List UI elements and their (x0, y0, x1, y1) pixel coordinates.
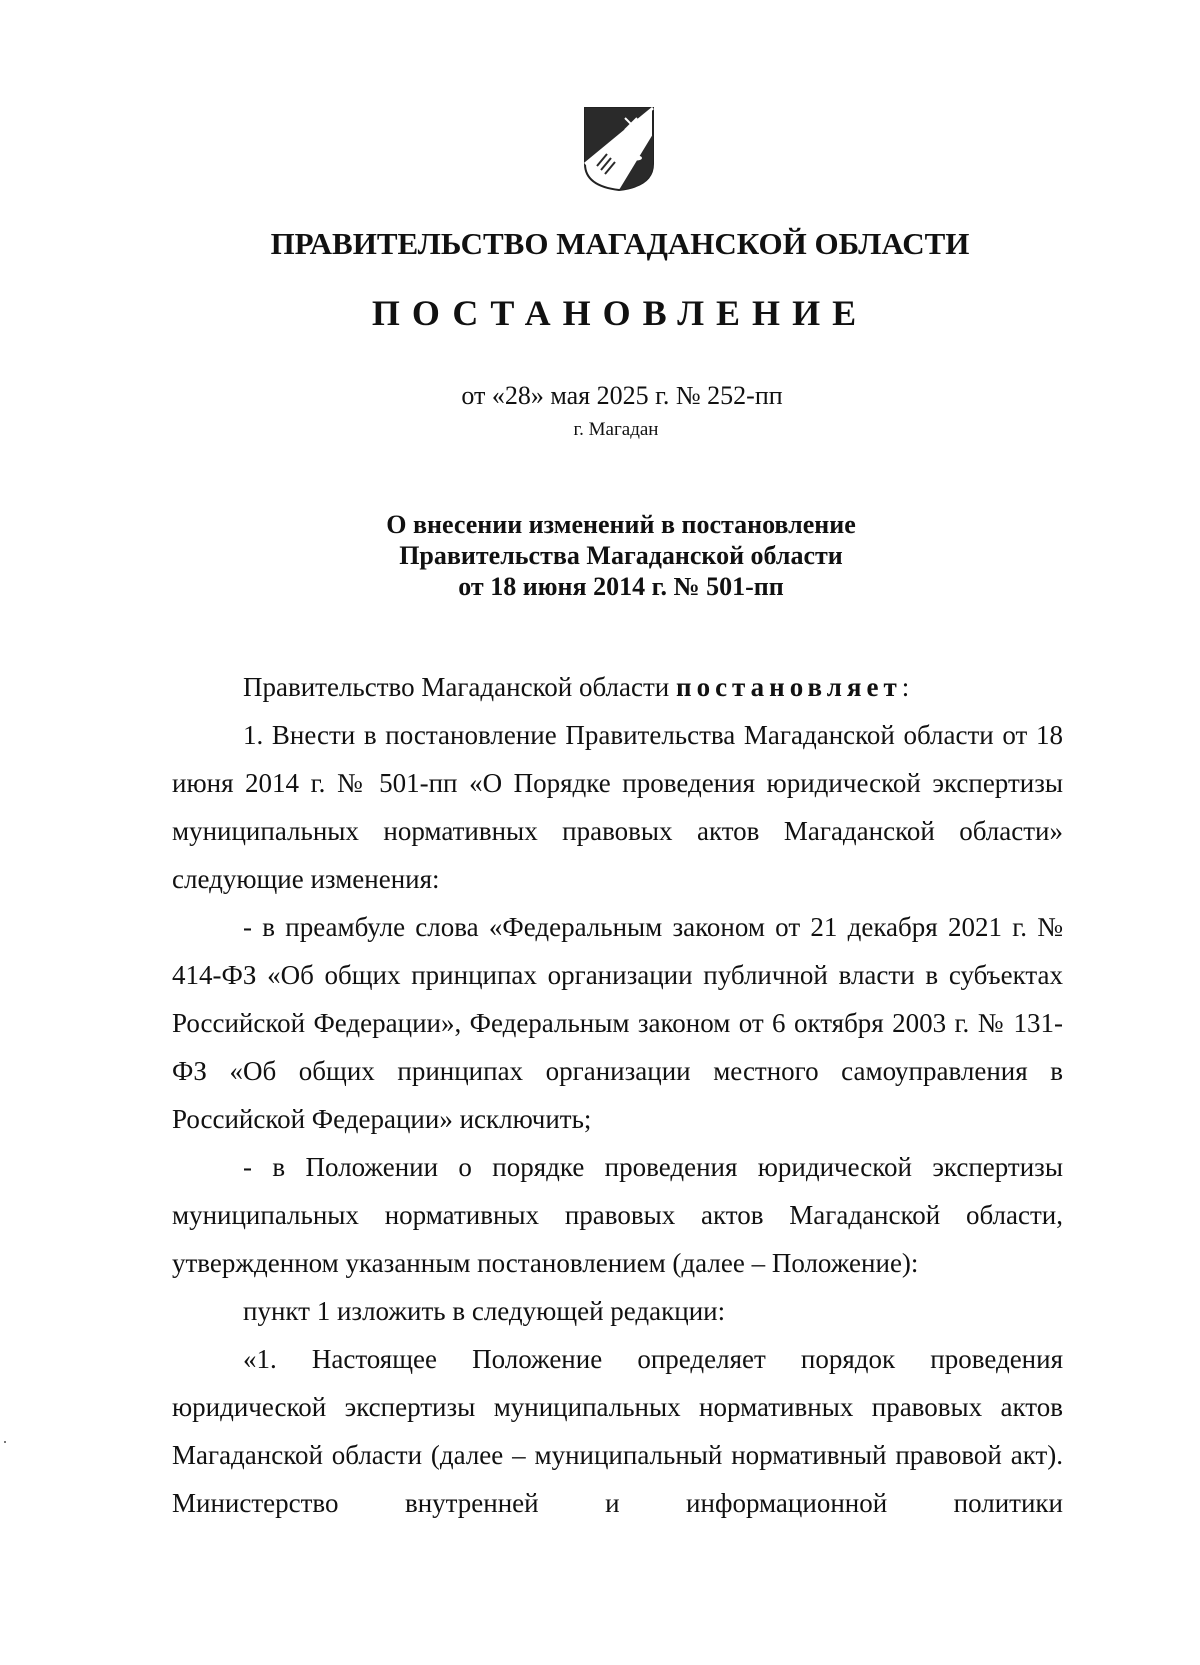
document-subject (0, 509, 1200, 602)
preamble-text: Правительство Магаданской области (243, 672, 677, 702)
item-1-paragraph: 1. Внести в постановление Правительства Магаданской области от 18 июня 2014 г. № 501-пп «О Порядке проведения юридической экспертизы муниципальных нормативных правовых актов Магаданской области» следующие изменения: (172, 720, 1063, 894)
city-name: г. Магадан (573, 419, 659, 440)
document-type-title: ПОСТАНОВЛЕНИЕ (371, 293, 869, 333)
preamble-colon: : (901, 672, 910, 702)
preamble-paragraph (172, 663, 1063, 711)
subject-line: от 18 июня 2014 г. № 501-пп (458, 572, 784, 601)
subject-line: Правительства Магаданской области (399, 541, 843, 570)
scan-speck (4, 1441, 6, 1443)
date-and-number: от «28» мая 2025 г. № 252-пп (461, 381, 783, 410)
decree-word: постановляет (676, 672, 902, 702)
organization-title: ПРАВИТЕЛЬСТВО МАГАДАНСКОЙ ОБЛАСТИ (270, 226, 970, 261)
subject-line: О внесении изменений в постановление (386, 510, 856, 539)
document-body (172, 663, 1063, 1527)
amendment-dash-2: - в Положении о порядке проведения юридической экспертизы муниципальных нормативных правовых актов Магаданской области, утвержденном указанным постановлением (далее – Положение): (172, 1152, 1063, 1278)
amendment-dash-1: - в преамбуле слова «Федеральным законом от 21 декабря 2021 г. № 414-ФЗ «Об общих принципах организации публичной власти в субъектах Российской Федерации», Федеральным законом от 6 октября 2003 г. № 131-ФЗ «Об общих принципах организации местного самоуправления в Российской Федерации» исключить; (172, 912, 1063, 1134)
quoted-point-1: «1. Настоящее Положение определяет порядок проведения юридической экспертизы муниципальных нормативных правовых актов Магаданской области (далее – муниципальный нормативный правовой акт). Министерство внутренней и информационной политики (172, 1344, 1063, 1518)
point-1-intro: пункт 1 изложить в следующей редакции: (243, 1296, 726, 1326)
magadan-coat-of-arms-icon (581, 104, 657, 192)
